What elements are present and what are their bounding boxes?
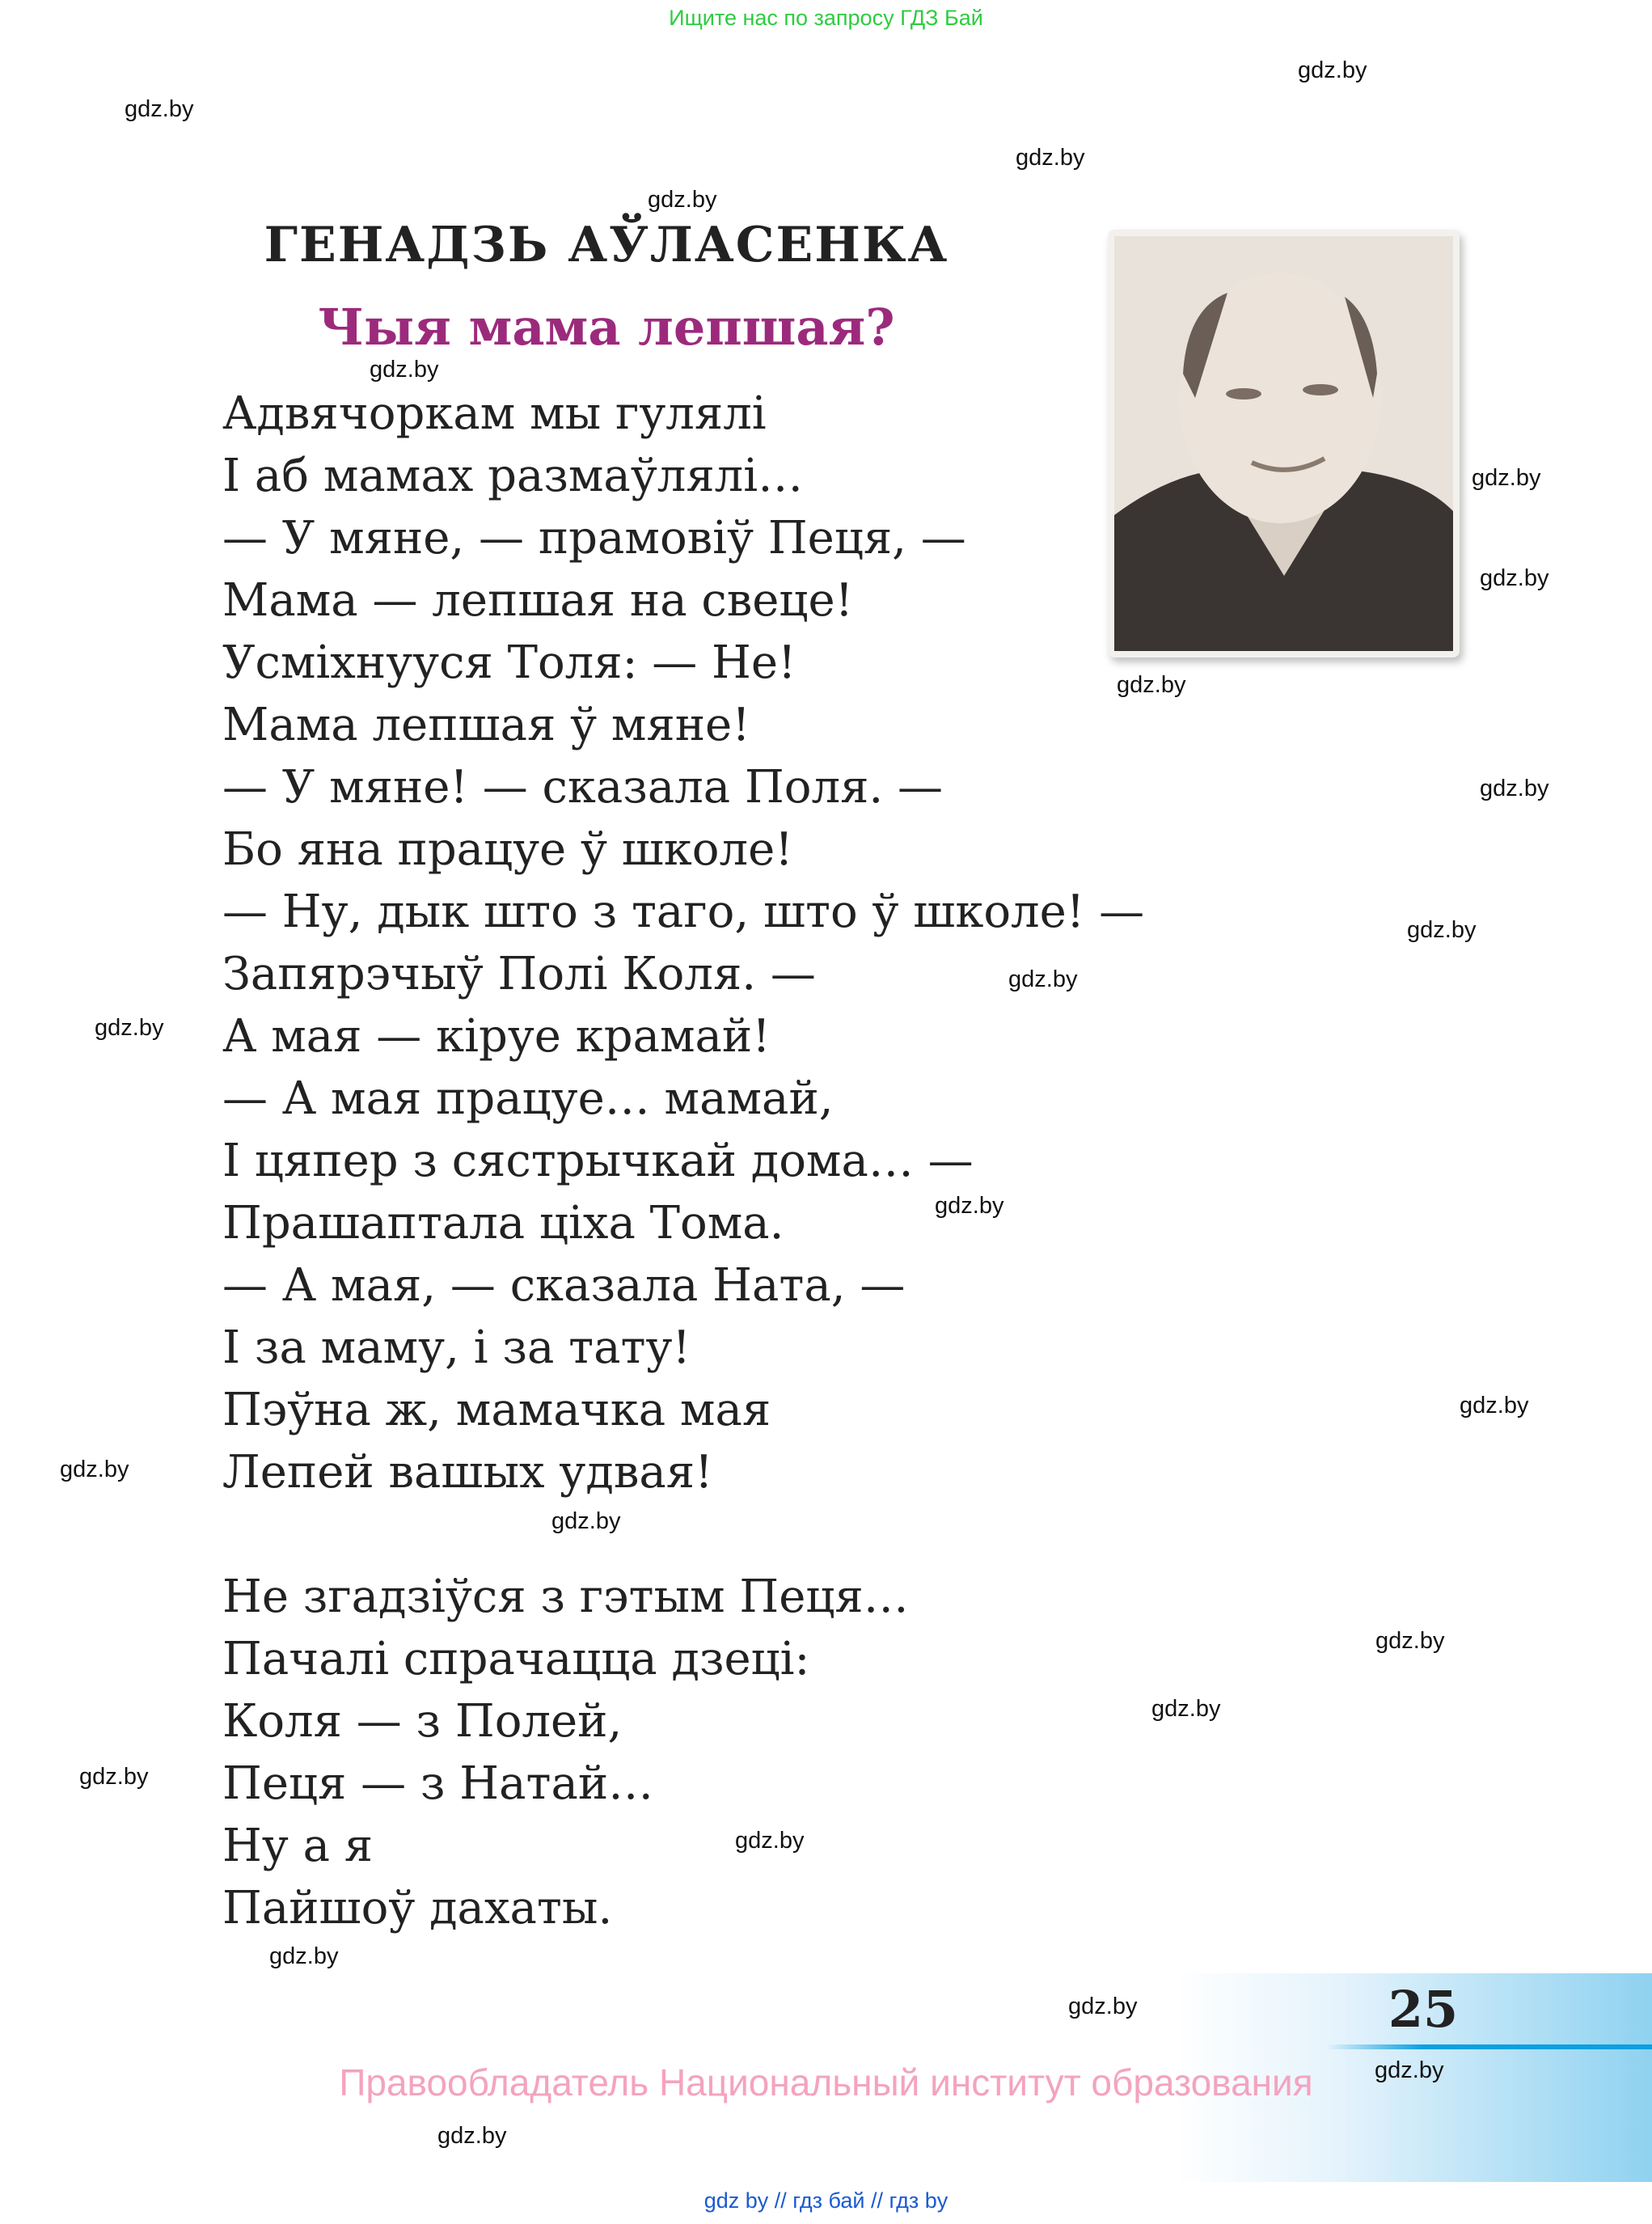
poem-line: Пэўна ж, мамачка мая bbox=[222, 1384, 771, 1436]
poem-stanza-2 bbox=[222, 1566, 909, 1939]
watermark: gdz.by bbox=[1375, 2057, 1444, 2083]
watermark: gdz.by bbox=[1407, 917, 1477, 943]
watermark: gdz.by bbox=[1298, 57, 1367, 83]
poem-line: Прашаптала ціха Тома. bbox=[222, 1197, 784, 1249]
poem-line: Лепей вашых удвая! bbox=[222, 1446, 713, 1499]
watermark: gdz.by bbox=[95, 1015, 164, 1041]
poem-line: — У мяне! — сказала Поля. — bbox=[222, 761, 944, 814]
poem-line: А мая — кіруе крамай! bbox=[222, 1010, 771, 1063]
poem-title: Чыя мама лепшая? bbox=[318, 298, 895, 357]
poem-line: Пачалі спрачацца дзеці: bbox=[222, 1633, 810, 1685]
poem-line: Мама лепшая ў мяне! bbox=[222, 699, 750, 751]
watermark: gdz.by bbox=[551, 1508, 621, 1534]
poem-line: — У мяне, — прамовіў Пеця, — bbox=[222, 512, 966, 564]
poem-line: Мама — лепшая на свеце! bbox=[222, 574, 854, 627]
watermark: gdz.by bbox=[1460, 1393, 1529, 1419]
page-number: 25 bbox=[1388, 1980, 1459, 2039]
watermark: gdz.by bbox=[437, 2123, 507, 2149]
poem-line: Адвячоркам мы гулялі bbox=[222, 387, 767, 440]
poem-line: Усміхнууся Толя: — Не! bbox=[222, 636, 796, 689]
poem-line: І за маму, і за тату! bbox=[222, 1321, 691, 1374]
watermark: gdz.by bbox=[935, 1193, 1004, 1219]
page-divider bbox=[1326, 2044, 1652, 2049]
poem-line: Ну а я bbox=[222, 1820, 374, 1872]
watermark: gdz.by bbox=[60, 1457, 129, 1482]
watermark: gdz.by bbox=[125, 96, 194, 122]
watermark: gdz.by bbox=[1117, 672, 1186, 698]
poem-line: Запярэчыў Полі Коля. — bbox=[222, 948, 816, 1000]
poem-line: Не згадзіўся з гэтым Пеця… bbox=[222, 1571, 909, 1623]
watermark: gdz.by bbox=[1480, 565, 1549, 591]
poem-line: Бо яна працуе ў школе! bbox=[222, 823, 793, 876]
author-name: ГЕНАДЗЬ АЎЛАСЕНКА bbox=[264, 217, 949, 273]
portrait-image bbox=[1114, 236, 1453, 651]
poem-line: І аб мамах размаўлялі… bbox=[222, 450, 804, 502]
copyright-notice: Правообладатель Национальный институт образования bbox=[339, 2061, 1313, 2103]
watermark: gdz.by bbox=[1016, 145, 1085, 171]
poem-line: — Ну, дык што з таго, што ў школе! — bbox=[222, 886, 1145, 938]
watermark: gdz.by bbox=[1151, 1696, 1221, 1722]
poem-line: Коля — з Полей, bbox=[222, 1695, 623, 1748]
watermark: gdz.by bbox=[648, 187, 717, 213]
watermark: gdz.by bbox=[1472, 465, 1541, 491]
search-hint: Ищите нас по запросу ГДЗ Бай bbox=[669, 6, 983, 30]
poem-stanza-1 bbox=[222, 383, 1144, 1503]
watermark: gdz.by bbox=[269, 1943, 339, 1969]
watermark: gdz.by bbox=[79, 1764, 149, 1790]
author-portrait bbox=[1108, 230, 1460, 657]
watermark: gdz.by bbox=[1375, 1628, 1445, 1654]
poem-line: Пеця — з Натай… bbox=[222, 1757, 654, 1810]
poem-line: І цяпер з сястрычкай дома… — bbox=[222, 1135, 974, 1187]
poem-line: — А мая, — сказала Ната, — bbox=[222, 1259, 906, 1312]
watermark: gdz.by bbox=[1008, 966, 1078, 992]
watermark: gdz.by bbox=[1068, 1994, 1138, 2019]
watermark: gdz.by bbox=[735, 1828, 805, 1854]
watermark: gdz.by bbox=[370, 357, 439, 383]
poem-line: — А мая працуе… мамай, bbox=[222, 1072, 834, 1125]
footer-links[interactable]: gdz by // гдз бай // гдз by bbox=[703, 2188, 949, 2213]
watermark: gdz.by bbox=[1480, 776, 1549, 801]
poem-line: Пайшоў дахаты. bbox=[222, 1882, 613, 1934]
